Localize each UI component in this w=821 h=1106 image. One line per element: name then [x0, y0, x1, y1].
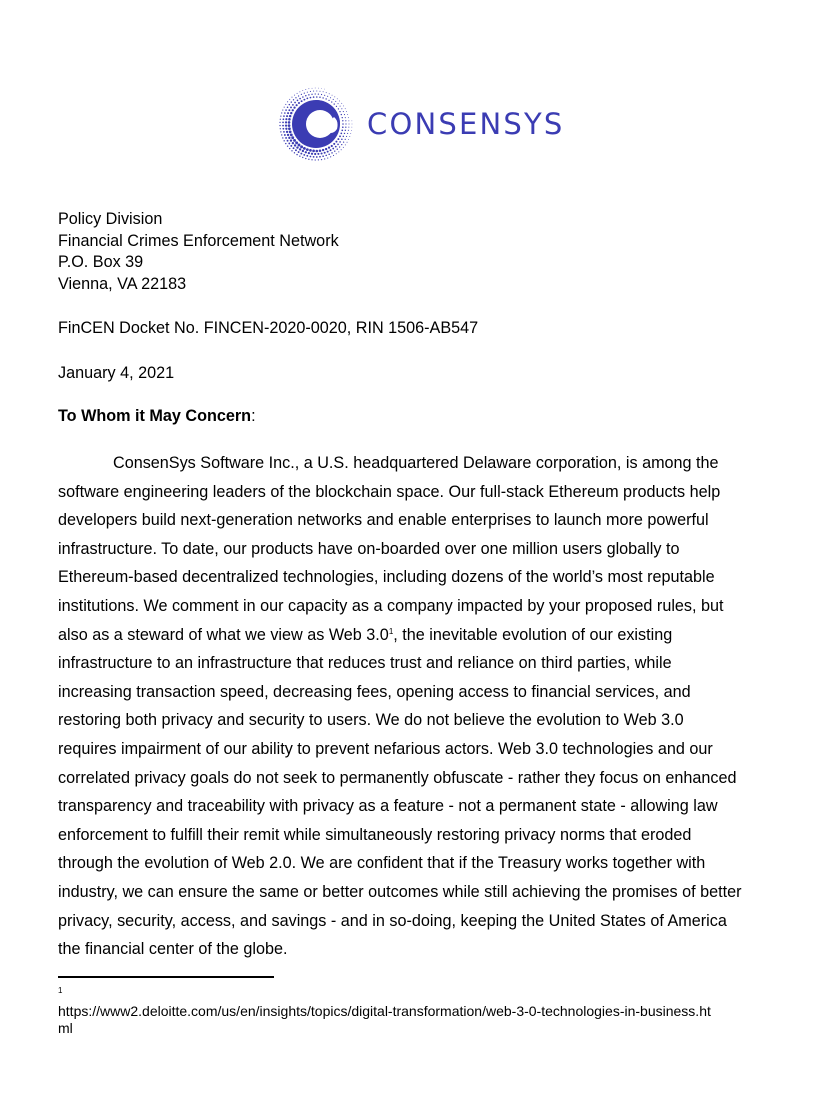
- logo-dot: [350, 133, 351, 134]
- logo-dot: [348, 117, 349, 118]
- logo-dot: [341, 108, 342, 109]
- logo-dot: [343, 141, 344, 142]
- logo-dot: [308, 94, 309, 95]
- logo-dot: [352, 120, 353, 121]
- logo-dot: [345, 130, 346, 131]
- logo-dot: [282, 137, 283, 138]
- logo-dot: [302, 150, 304, 152]
- logo-dot: [289, 99, 290, 100]
- footnote-number: 1: [58, 986, 63, 995]
- logo-dot: [341, 114, 342, 115]
- logo-dot: [287, 140, 289, 142]
- logo-dot: [315, 88, 316, 89]
- logo-dot: [312, 88, 313, 89]
- logo-dot: [348, 127, 349, 128]
- logo-dot: [327, 157, 328, 158]
- logo-dot: [308, 159, 309, 160]
- logo-dot: [285, 143, 286, 144]
- body-line-tail: , the inevitable evolution of our existing: [393, 625, 673, 644]
- logo-dot: [313, 91, 314, 92]
- logo-dot: [284, 107, 285, 108]
- logo-dot: [298, 151, 300, 153]
- logo-dot: [315, 159, 316, 160]
- logo-dot: [334, 150, 335, 151]
- body-line: industry, we can ensure the same or better outcomes while still achieving the promises of better: [58, 882, 742, 901]
- logo-dot: [286, 115, 288, 117]
- logo-dot: [345, 123, 346, 124]
- logo-dot: [321, 159, 322, 160]
- logo-dot: [319, 97, 320, 98]
- logo-dot: [351, 127, 352, 128]
- logo-dot: [283, 131, 285, 133]
- logo-dot: [335, 101, 336, 102]
- address-line: P.O. Box 39: [58, 253, 144, 272]
- logo-dot: [343, 105, 344, 106]
- logo-dot: [303, 154, 305, 156]
- logo-dot: [299, 98, 301, 100]
- body-line: through the evolution of Web 2.0. We are confident that if the Treasury works together with: [58, 854, 706, 873]
- logo-dot: [299, 155, 300, 156]
- logo-dot: [287, 134, 289, 136]
- footnote-url[interactable]: [58, 1003, 768, 1037]
- logo-dot: [291, 97, 292, 98]
- logo-dot: [327, 151, 329, 153]
- logo-dot: [285, 128, 287, 130]
- logo-dot: [310, 156, 312, 158]
- logo-dot: [343, 136, 344, 137]
- logo-dot: [283, 118, 285, 120]
- body-line-text: also as a steward of what we view as Web 3.0: [58, 625, 389, 644]
- logo-dot: [324, 152, 326, 154]
- logo-dot: [319, 91, 320, 92]
- logo-dot: [291, 101, 292, 102]
- logo-dot: [326, 92, 327, 93]
- logo-dot: [332, 95, 333, 96]
- logo-dot: [336, 153, 337, 154]
- logo-dot: [324, 95, 325, 96]
- recipient-address: [58, 209, 339, 296]
- letter-date: January 4, 2021: [58, 364, 175, 382]
- logo-dot: [285, 124, 287, 126]
- logo-dot: [342, 117, 343, 118]
- logo-dot: [280, 131, 281, 132]
- logo-dot: [338, 151, 339, 152]
- logo-dot: [304, 93, 305, 94]
- logo-dot: [318, 88, 319, 89]
- logo-dot: [330, 149, 332, 151]
- logo-dot: [332, 148, 334, 150]
- logo-dot: [334, 103, 335, 104]
- body-line: ConsenSys Software Inc., a U.S. headquartered Delaware corporation, is among the: [113, 454, 719, 472]
- logo-dot: [293, 99, 294, 100]
- body-line: developers build next-generation networks and enable enterprises to launch more powerful: [58, 511, 709, 530]
- letterhead-logo: [277, 84, 565, 164]
- logo-dot: [325, 155, 327, 157]
- logo-dot: [349, 136, 350, 137]
- logo-dot: [302, 96, 304, 98]
- logo-dot: [302, 90, 303, 91]
- logo-dot: [329, 93, 330, 94]
- logo-dot: [341, 138, 343, 140]
- logo-dot: [341, 103, 342, 104]
- logo-dot: [341, 149, 342, 150]
- logo-dot: [287, 145, 288, 146]
- logo-dot: [316, 91, 317, 92]
- logo-dot: [307, 92, 308, 93]
- logo-dot: [339, 146, 340, 147]
- logo-dot: [281, 134, 282, 135]
- logo-dot: [299, 91, 300, 92]
- logo-dot: [314, 153, 316, 155]
- logo-dot: [282, 128, 284, 130]
- logo-dot: [292, 142, 294, 144]
- logo-dot: [287, 107, 289, 109]
- address-line: Vienna, VA 22183: [58, 275, 187, 294]
- logo-dot: [289, 148, 290, 149]
- logo-dot: [313, 156, 315, 158]
- logo-dot: [342, 120, 343, 121]
- body-line: requires impairment of our ability to prevent nefarious actors. Web 3.0 technologies and our: [58, 739, 713, 758]
- body-line: infrastructure. To date, our products have on-boarded over one million users globally to: [58, 539, 680, 558]
- logo-dot: [308, 88, 309, 89]
- logo-dot: [293, 147, 295, 149]
- logo-dot: [348, 120, 349, 121]
- logo-dot: [346, 111, 347, 112]
- logo-dot: [321, 88, 322, 89]
- logo-dot: [344, 114, 345, 115]
- logo-dot: [345, 117, 346, 118]
- logo-dot: [297, 93, 298, 94]
- logo-dot: [281, 112, 282, 113]
- logo-dot: [345, 127, 346, 128]
- logo-dot: [279, 122, 280, 123]
- logo-dot: [335, 146, 337, 148]
- logo-dot: [331, 152, 333, 154]
- logo-dot: [338, 108, 339, 109]
- logo-dot: [280, 115, 281, 116]
- logo-dot: [345, 139, 346, 140]
- body-line: infrastructure to an infrastructure that reduces trust and reliance on third parties, while: [58, 654, 672, 673]
- body-line: privacy, security, access, and savings - and in so-doing, keeping the United States of America: [58, 911, 727, 930]
- logo-dot: [345, 120, 346, 121]
- docket-reference: FinCEN Docket No. FINCEN-2020-0020, RIN 1506-AB547: [58, 319, 479, 337]
- logo-dot: [282, 125, 284, 127]
- consensys-swirl-icon: [277, 85, 355, 163]
- logo-dot: [323, 91, 324, 92]
- logo-dot: [284, 134, 286, 136]
- footnote-separator: [58, 976, 274, 978]
- logo-dot: [340, 106, 341, 107]
- logo-dot: [330, 97, 331, 98]
- logo-dot: [322, 97, 323, 98]
- logo-dot: [333, 99, 334, 100]
- body-line: transparency and traceability with privacy as a feature - not a permanent state - allowing law: [58, 797, 718, 816]
- body-line: correlated privacy goals do not seek to permanently obfuscate - rather they focus on enhanced: [58, 768, 737, 787]
- logo-dot: [343, 111, 344, 112]
- logo-dot: [339, 141, 341, 143]
- logo-dot: [316, 96, 318, 98]
- logo-dot: [288, 142, 290, 144]
- logo-dot: [334, 96, 335, 97]
- body-line: the financial center of the globe.: [58, 940, 288, 959]
- logo-dot: [298, 95, 299, 96]
- logo-dot: [305, 95, 306, 96]
- logo-dot: [310, 91, 311, 92]
- logo-dot: [348, 130, 349, 131]
- logo-dot: [328, 100, 329, 101]
- logo-dot: [280, 128, 281, 129]
- logo-dot: [324, 158, 325, 159]
- logo-dot: [290, 106, 292, 108]
- logo-dot: [311, 159, 312, 160]
- logo-dot: [338, 103, 339, 104]
- salutation-text: To Whom it May Concern: [58, 407, 252, 425]
- logo-dot: [318, 93, 319, 94]
- logo-dot: [295, 149, 297, 151]
- logo-dot: [299, 148, 301, 150]
- letter-body: [58, 449, 778, 964]
- logo-dot: [288, 109, 290, 111]
- logo-dot: [337, 98, 338, 99]
- body-line: enforcement to fulfill their remit while simultaneously restoring privacy norms that eroded: [58, 825, 692, 844]
- logo-dot: [346, 136, 347, 137]
- logo-dot: [344, 133, 345, 134]
- logo-dot: [352, 124, 353, 125]
- address-line: Policy Division: [58, 210, 163, 228]
- logo-dot: [297, 100, 299, 102]
- logo-dot: [321, 152, 323, 154]
- logo-dot: [294, 144, 296, 146]
- logo-dot: [330, 156, 331, 157]
- logo-dot: [290, 145, 292, 147]
- footnote-reference[interactable]: 1: [388, 626, 394, 636]
- logo-dot: [296, 154, 297, 155]
- logo-dot: [319, 156, 321, 158]
- logo-dot: [295, 97, 296, 98]
- address-line: Financial Crimes Enforcement Network: [58, 231, 339, 250]
- logo-dot: [317, 153, 319, 155]
- logo-dot: [321, 94, 322, 95]
- logo-dot: [336, 106, 337, 107]
- logo-dot: [315, 93, 316, 94]
- body-line: software engineering leaders of the blockchain space. Our full-stack Ethereum products help: [58, 482, 721, 501]
- logo-dot: [318, 159, 319, 160]
- logo-dot: [294, 102, 296, 104]
- logo-dot: [305, 151, 307, 153]
- logo-dot: [301, 94, 302, 95]
- logo-dot: [285, 137, 287, 139]
- logo-dot: [282, 122, 284, 124]
- logo-dot: [287, 112, 289, 114]
- logo-dot: [339, 111, 340, 112]
- logo-dot: [289, 104, 290, 105]
- logo-dot: [302, 157, 303, 158]
- body-line: [58, 621, 778, 650]
- body-line: increasing transaction speed, decreasing fees, opening access to financial services, and: [58, 682, 691, 701]
- logo-dot: [285, 109, 287, 111]
- logo-dot: [290, 139, 292, 141]
- logo-dot: [349, 124, 350, 125]
- logo-dot: [283, 115, 285, 117]
- logo-dot: [306, 155, 308, 157]
- logo-dot: [322, 155, 324, 157]
- brand-wordmark: CONSENSYS: [367, 106, 565, 141]
- logo-dot: [327, 96, 328, 97]
- logo-dot: [292, 104, 294, 106]
- logo-dot: [339, 101, 340, 102]
- logo-dot: [294, 95, 295, 96]
- logo-dot: [296, 146, 298, 148]
- logo-dot: [328, 153, 330, 155]
- logo-dot: [347, 142, 348, 143]
- logo-dot: [286, 131, 288, 133]
- logo-dot: [345, 108, 346, 109]
- logo-dot: [343, 147, 344, 148]
- logo-dot: [291, 150, 292, 151]
- logo-dot: [311, 153, 313, 155]
- logo-dot: [351, 130, 352, 131]
- logo-dot: [316, 156, 318, 158]
- body-line: restoring both privacy and security to users. We do not believe the evolution to Web 3.0: [58, 711, 684, 730]
- logo-dot: [279, 125, 280, 126]
- logo-dot: [311, 94, 312, 95]
- logo-dot: [337, 149, 338, 150]
- body-line: Ethereum-based decentralized technologies, including dozens of the world’s most reputable: [58, 568, 715, 587]
- logo-dot: [324, 89, 325, 90]
- logo-dot: [300, 153, 302, 155]
- footnote-url-line[interactable]: https://www2.deloitte.com/us/en/insights/topics/digital-transformation/web-3-0-technologies-in-business.ht: [58, 1003, 711, 1019]
- logo-dot: [325, 98, 326, 99]
- logo-dot: [280, 119, 281, 120]
- logo-dot: [283, 140, 284, 141]
- logo-dot: [294, 152, 295, 153]
- logo-dot: [285, 121, 287, 123]
- footnote-url-wrap[interactable]: ml: [58, 1020, 73, 1036]
- logo-dot: [284, 112, 286, 114]
- logo-dot: [347, 133, 348, 134]
- logo-dot: [285, 104, 286, 105]
- logo-dot: [345, 144, 346, 145]
- body-line: institutions. We comment in our capacity as a company impacted by your proposed rules, but: [58, 596, 724, 615]
- salutation: [58, 407, 256, 426]
- logo-dot: [288, 137, 290, 139]
- logo-dot: [341, 144, 342, 145]
- logo-dot: [305, 89, 306, 90]
- logo-dot: [337, 144, 339, 146]
- logo-dot: [331, 101, 332, 102]
- salutation-colon: :: [251, 407, 256, 425]
- logo-dot: [282, 109, 283, 110]
- logo-dot: [287, 101, 288, 102]
- logo-dot: [305, 158, 306, 159]
- logo-dot: [347, 114, 348, 115]
- logo-dot: [308, 152, 310, 154]
- logo-dot: [348, 139, 349, 140]
- logo-dot: [285, 118, 287, 120]
- logo-dot: [333, 155, 334, 156]
